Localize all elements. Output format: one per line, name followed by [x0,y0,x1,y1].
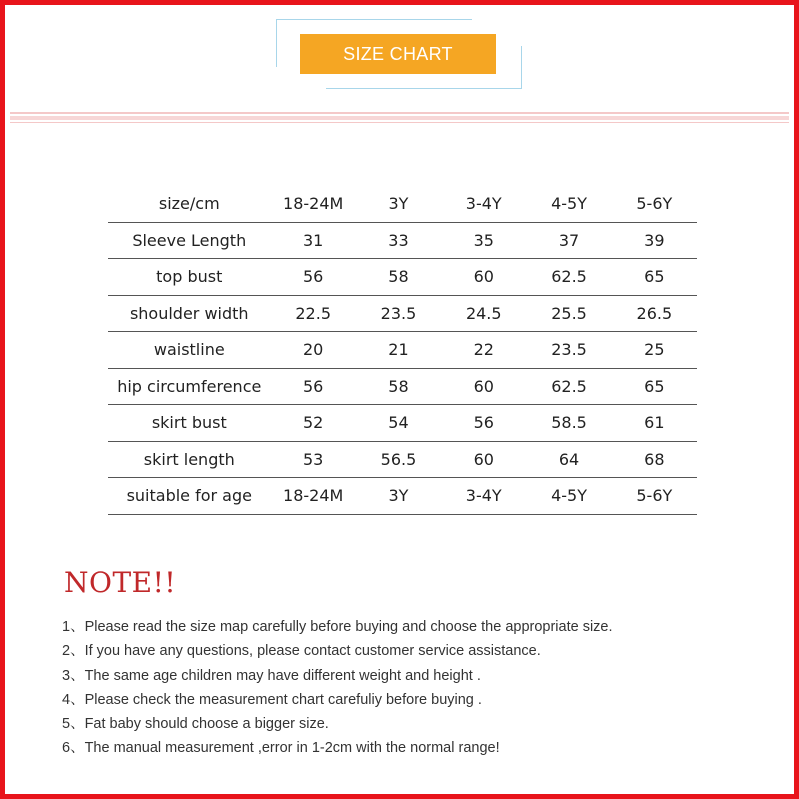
table-cell: 52 [271,405,356,442]
table-cell: 4-5Y [526,478,611,515]
table-header-row [108,186,697,222]
table-cell: 25.5 [526,295,611,332]
note-item: 2、If you have any questions, please contact customer service assistance. [62,643,541,660]
table-cell: 62.5 [526,259,611,296]
table-row [108,259,697,296]
table-cell: 22.5 [271,295,356,332]
table-cell: 56 [441,405,526,442]
table-cell: 37 [526,222,611,259]
table-cell: 33 [356,222,441,259]
row-label: waistline [108,332,271,369]
table-row [108,295,697,332]
divider-band [10,116,789,120]
table-cell: 60 [441,368,526,405]
table-row [108,478,697,515]
table-cell: 56 [271,259,356,296]
note-item: 6、The manual measurement ,error in 1-2cm with the normal range! [62,740,500,757]
divider-line [10,122,789,123]
table-cell: 58 [356,259,441,296]
table-cell: 5-6Y [612,478,697,515]
table-cell: 39 [612,222,697,259]
note-heading: NOTE!! [64,566,177,599]
table-cell: 26.5 [612,295,697,332]
table-header-cell: 3-4Y [441,186,526,222]
table-header-cell: 18-24M [271,186,356,222]
table-cell: 3-4Y [441,478,526,515]
size-chart-title: SIZE CHART [300,34,496,74]
row-label: Sleeve Length [108,222,271,259]
table-row [108,222,697,259]
table-cell: 35 [441,222,526,259]
table-cell: 18-24M [271,478,356,515]
note-item: 1、Please read the size map carefully before buying and choose the appropriate size. [62,619,613,635]
table-cell: 25 [612,332,697,369]
note-item: 3、The same age children may have different weight and height . [62,667,481,684]
table-cell: 22 [441,332,526,369]
row-label: skirt bust [108,405,271,442]
note-item: 5、Fat baby should choose a bigger size. [62,716,329,733]
table-cell: 65 [612,259,697,296]
table-row [108,368,697,405]
table-cell: 54 [356,405,441,442]
table-cell: 56.5 [356,441,441,478]
row-label: skirt length [108,441,271,478]
size-chart-header [276,19,522,89]
table-cell: 31 [271,222,356,259]
table-cell: 23.5 [526,332,611,369]
table-cell: 68 [612,441,697,478]
table-header-cell: size/cm [108,186,271,222]
table-cell: 60 [441,441,526,478]
table-header-cell: 3Y [356,186,441,222]
note-item: 4、Please check the measurement chart carefuliy before buying . [62,691,482,708]
table-row [108,441,697,478]
table-cell: 58.5 [526,405,611,442]
table-cell: 21 [356,332,441,369]
table-cell: 64 [526,441,611,478]
row-label: top bust [108,259,271,296]
table-row [108,405,697,442]
table-cell: 23.5 [356,295,441,332]
row-label: hip circumference [108,368,271,405]
table-cell: 24.5 [441,295,526,332]
table-cell: 60 [441,259,526,296]
table-cell: 20 [271,332,356,369]
table-cell: 58 [356,368,441,405]
row-label: shoulder width [108,295,271,332]
table-row [108,332,697,369]
table-cell: 56 [271,368,356,405]
table-header-cell: 5-6Y [612,186,697,222]
table-cell: 62.5 [526,368,611,405]
table-cell: 3Y [356,478,441,515]
table-header-cell: 4-5Y [526,186,611,222]
row-label: suitable for age [108,478,271,515]
size-table [108,186,697,515]
table-cell: 65 [612,368,697,405]
divider-line [10,112,789,114]
table-cell: 61 [612,405,697,442]
note-list [62,617,613,763]
table-cell: 53 [271,441,356,478]
